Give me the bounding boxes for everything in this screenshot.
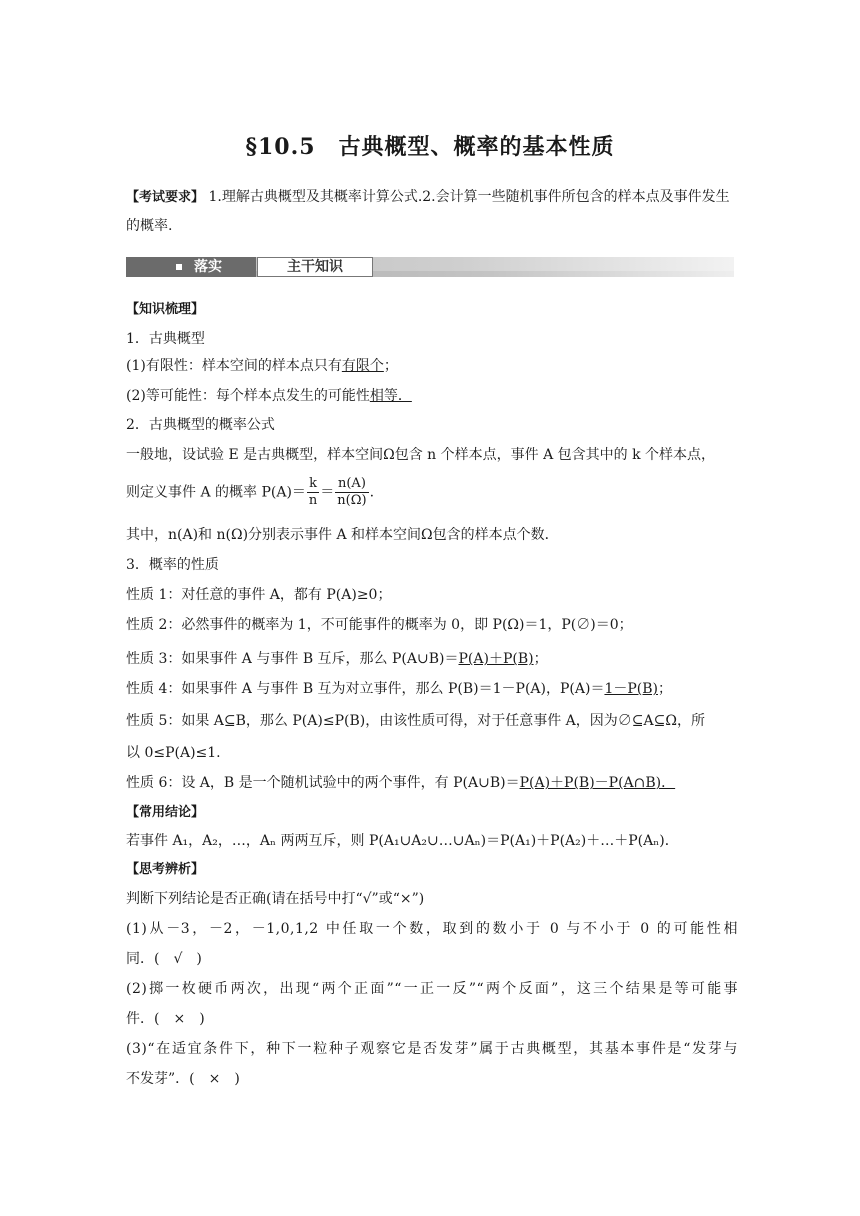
property-3-answer: P(A)＋P(B) bbox=[458, 651, 534, 667]
banner-subtitle: 主干知识 bbox=[257, 257, 373, 277]
fraction-k-over-n bbox=[307, 476, 319, 509]
property-6-answer: P(A)＋P(B)－P(A∩B)． bbox=[519, 775, 676, 791]
property-4 bbox=[126, 678, 738, 698]
thinking-header: 【思考辨析】 bbox=[126, 862, 205, 877]
equal-possibility-text: (2)等可能性：每个样本点发生的可能性 bbox=[126, 388, 370, 404]
requirement-text: 1.理解古典概型及其概率计算公式.2.会计算一些随机事件所包含的样本点及事件发生的概率. bbox=[126, 189, 730, 234]
knowledge-header: 【知识梳理】 bbox=[126, 302, 205, 317]
property-6-text: 性质 6：设 A，B 是一个随机试验中的两个事件，有 P(A∪B)＝ bbox=[126, 775, 520, 791]
section-1-title: 1．古典概型 bbox=[126, 331, 205, 347]
question-1-line-1: (1)从－3，－2，－1,0,1,2 中任取一个数，取到的数小于 0 与不小于 0 的可能性相 bbox=[126, 921, 738, 937]
square-bullet-icon bbox=[176, 264, 182, 270]
property-1: 性质 1：对任意的事件 A，都有 P(A)≥0； bbox=[126, 587, 392, 603]
equal-possibility-line bbox=[126, 385, 738, 405]
property-3-text: 性质 3：如果事件 A 与事件 B 互斥，那么 P(A∪B)＝ bbox=[126, 651, 459, 667]
thinking-intro: 判断下列结论是否正确(请在括号中打“√”或“×”) bbox=[126, 891, 425, 907]
formula-prefix: 则定义事件 A 的概率 P(A)＝ bbox=[126, 484, 306, 501]
finiteness-punct: ； bbox=[383, 358, 398, 374]
banner-tag-box bbox=[126, 257, 256, 277]
exam-requirement bbox=[126, 183, 738, 241]
property-3 bbox=[126, 648, 738, 668]
conclusion-text: 若事件 A₁，A₂，…，Aₙ 两两互斥，则 P(A₁∪A₂∪…∪Aₙ)＝P(A₁)＋P(A₂)＋…＋P(Aₙ)． bbox=[126, 833, 679, 849]
finiteness-answer: 有限个 bbox=[341, 358, 384, 374]
section-banner bbox=[126, 257, 734, 277]
fraction-numerator: k bbox=[307, 476, 319, 493]
fraction-denominator: n bbox=[308, 493, 318, 508]
conclusion-header: 【常用结论】 bbox=[126, 805, 205, 820]
property-4-text: 性质 4：如果事件 A 与事件 B 互为对立事件，那么 P(B)＝1－P(A)，P(A)＝ bbox=[126, 681, 605, 697]
question-3-line-1: (3)“在适宜条件下，种下一粒种子观察它是否发芽”属于古典概型，其基本事件是“发芽与 bbox=[126, 1041, 738, 1057]
formula-intro-line: 一般地，设试验 E 是古典概型，样本空间Ω包含 n 个样本点，事件 A 包含其中的 k 个样本点， bbox=[126, 447, 716, 463]
fraction-denominator: n(Ω) bbox=[337, 493, 367, 508]
property-6 bbox=[126, 772, 738, 792]
property-3-punct: ； bbox=[533, 651, 548, 667]
section-3-title: 3．概率的性质 bbox=[126, 557, 219, 573]
finiteness-text: (1)有限性：样本空间的样本点只有 bbox=[126, 358, 342, 374]
page-title: §10.5 古典概型、概率的基本性质 bbox=[245, 134, 615, 160]
question-2-line-2: 件．( × ) bbox=[126, 1011, 205, 1027]
property-2: 性质 2：必然事件的概率为 1，不可能事件的概率为 0，即 P(Ω)＝1，P(∅)＝0； bbox=[126, 617, 633, 633]
property-4-punct: ； bbox=[658, 681, 672, 697]
property-5-line-1: 性质 5：如果 A⊆B，那么 P(A)≤P(B)，由该性质可得，对于任意事件 A，因为∅⊆A⊆Ω，所 bbox=[126, 713, 705, 729]
question-1-line-2: 同．( √ ) bbox=[126, 951, 202, 967]
section-2-title: 2．古典概型的概率公式 bbox=[126, 417, 275, 433]
equal-possibility-answer: 相等． bbox=[369, 388, 412, 404]
question-2-line-1: (2)掷一枚硬币两次，出现“两个正面”“一正一反”“两个反面”，这三个结果是等可能事 bbox=[126, 981, 738, 997]
fraction-nA-over-nOmega bbox=[335, 476, 368, 509]
fraction-numerator: n(A) bbox=[335, 476, 368, 493]
property-4-answer: 1－P(B) bbox=[604, 681, 658, 697]
formula-line: 则定义事件 A 的概率 P(A)＝ $\frac{k}{n}$ ＝ $\frac{n(A)}{n(\Omega)}$ . bbox=[126, 476, 375, 508]
finiteness-line bbox=[126, 355, 738, 375]
question-3-line-2: 不发芽”．( × ) bbox=[126, 1071, 240, 1087]
requirement-label: 【考试要求】 bbox=[126, 190, 205, 205]
formula-explanation: 其中，n(A)和 n(Ω)分别表示事件 A 和样本空间Ω包含的样本点个数． bbox=[126, 527, 559, 543]
banner-tag: 落实 bbox=[194, 259, 222, 275]
property-5-line-2: 以 0≤P(A)≤1. bbox=[126, 745, 221, 761]
